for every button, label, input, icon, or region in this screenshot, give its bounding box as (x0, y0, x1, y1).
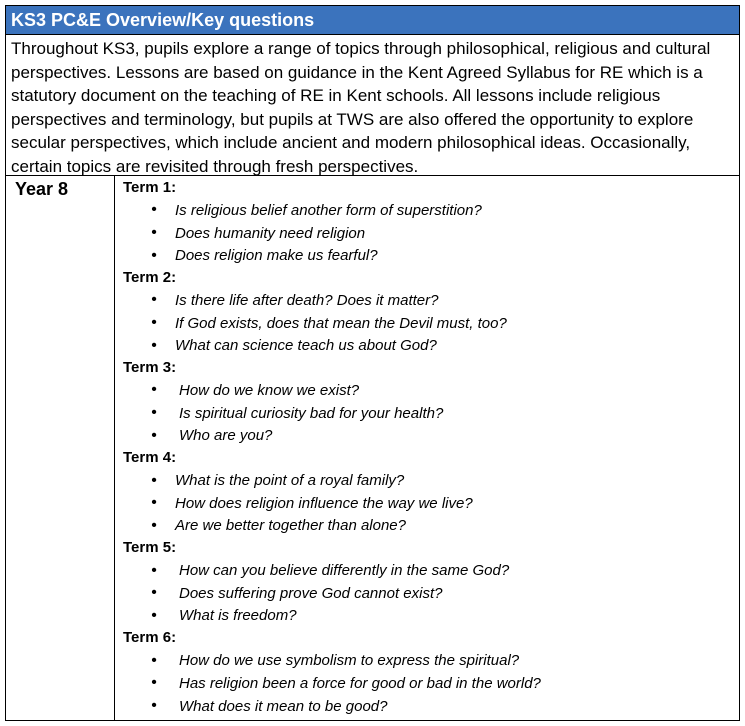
question-text: Is there life after death? Does it matter? (175, 291, 439, 309)
overview-table (5, 5, 740, 721)
question-text: Has religion been a force for good or bad in the world? (179, 674, 541, 692)
term-block (123, 177, 739, 267)
terms-cell (115, 176, 739, 720)
question-text: If God exists, does that mean the Devil must, too? (175, 314, 507, 332)
question-item (123, 379, 739, 402)
question-item (123, 492, 739, 515)
bullet-icon: • (151, 561, 157, 579)
question-text: Does humanity need religion (175, 224, 366, 242)
bullet-icon: • (151, 674, 157, 692)
bullet-icon: • (151, 426, 157, 444)
term-label: Term 1: (123, 179, 177, 196)
term-block (123, 627, 739, 717)
bullet-icon: • (151, 516, 157, 534)
year-row (6, 176, 739, 720)
intro-paragraph: Throughout KS3, pupils explore a range of topics through philosophical, religious and cultural perspectives. Lessons are based on guidance in the Kent Agreed Syllabus for RE which is a statutory document on the teaching of RE in Kent schools. All lessons include religious perspectives and terminology, but pupils at TWS are also offered the opportunity to explore secular perspectives, which include ancient and modern philosophical ideas. Occasionally, certain topics are revisited through fresh perspectives. (6, 35, 739, 176)
question-text: Is spiritual curiosity bad for your health? (179, 404, 444, 422)
bullet-icon: • (151, 584, 157, 602)
bullet-icon: • (151, 651, 157, 669)
term-block (123, 447, 739, 537)
question-item (123, 559, 739, 582)
question-item (123, 469, 739, 492)
question-item (123, 289, 739, 312)
bullet-icon: • (151, 404, 157, 422)
question-text: What can science teach us about God? (175, 337, 437, 355)
question-item (123, 582, 739, 605)
term-label: Term 3: (123, 359, 177, 377)
question-item (123, 695, 739, 718)
title-bar (6, 6, 739, 35)
question-text: Does religion make us fearful? (175, 247, 378, 265)
question-text: How does religion influence the way we live? (175, 494, 473, 512)
bullet-icon: • (151, 224, 157, 242)
question-item (123, 312, 739, 335)
term-label: Term 5: (123, 539, 177, 557)
year-cell (6, 176, 115, 720)
question-text: What does it mean to be good? (179, 697, 388, 715)
bullet-icon: • (151, 471, 157, 489)
year-label: Year 8 (15, 179, 69, 199)
term-block (123, 357, 739, 447)
bullet-icon: • (151, 291, 157, 309)
question-item (123, 222, 739, 245)
question-text: What is freedom? (179, 607, 297, 625)
question-text: How do we know we exist? (179, 381, 360, 399)
question-text: Does suffering prove God cannot exist? (179, 584, 443, 602)
question-text: Are we better together than alone? (175, 517, 406, 535)
term-label: Term 2: (123, 269, 177, 287)
bullet-icon: • (151, 697, 157, 715)
question-text: What is the point of a royal family? (175, 472, 405, 490)
term-block (123, 267, 739, 357)
question-item (123, 199, 739, 222)
question-item (123, 402, 739, 425)
question-item (123, 672, 739, 695)
term-block (123, 537, 739, 627)
bullet-icon: • (151, 494, 157, 512)
question-text: How do we use symbolism to express the spiritual? (179, 652, 520, 670)
question-item (123, 334, 739, 357)
question-text: Is religious belief another form of superstition? (175, 201, 482, 219)
term-label: Term 4: (123, 449, 177, 467)
bullet-icon: • (151, 381, 157, 399)
bullet-icon: • (151, 201, 157, 219)
question-item (123, 605, 739, 628)
question-item (123, 649, 739, 672)
question-item (123, 244, 739, 267)
question-item (123, 515, 739, 538)
bullet-icon: • (151, 336, 157, 354)
question-text: How can you believe differently in the same God? (179, 562, 510, 580)
page-title: KS3 PC&E Overview/Key questions (11, 10, 315, 30)
bullet-icon: • (151, 606, 157, 624)
question-text: Who are you? (179, 427, 273, 445)
bullet-icon: • (151, 246, 157, 264)
bullet-icon: • (151, 314, 157, 332)
question-item (123, 425, 739, 448)
term-label: Term 6: (123, 629, 177, 647)
